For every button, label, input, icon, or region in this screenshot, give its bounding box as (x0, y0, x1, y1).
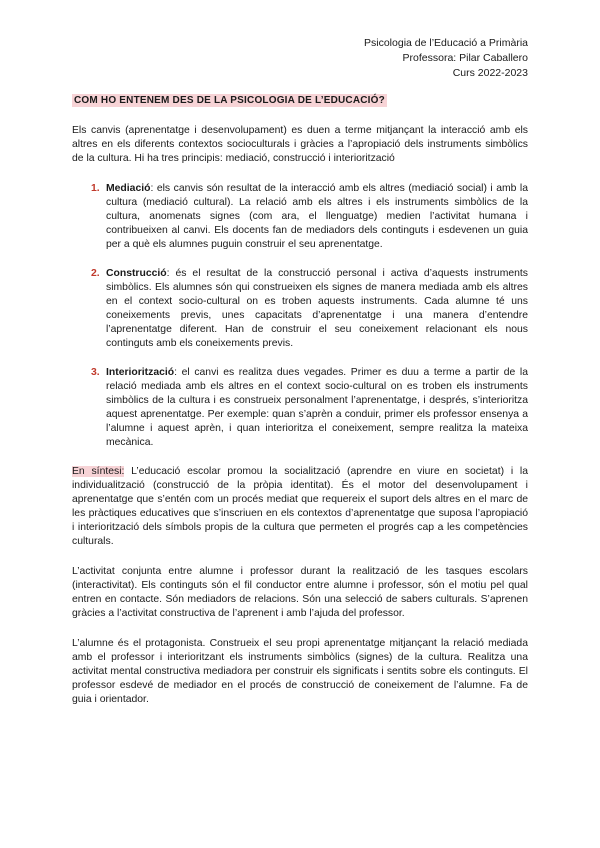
principle-term: Interiorització (106, 367, 175, 378)
principle-number: 3. (91, 367, 100, 378)
document-body (72, 124, 528, 723)
course-name: Psicologia de l’Educació a Primària (364, 37, 528, 49)
principle-number: 2. (91, 268, 100, 279)
principle-term: Construcció (106, 268, 167, 279)
synthesis-text: L’educació escolar promou la socialització (aprendre en viure en societat) i la individualització (construcció de la pròpia identitat). És el motor del desenvolupament i aprenentatge que s’entén com un procés mediat que requereix el suport dels altres en el marc de les pràctiques educatives que s’inscriuen en els contextos d’aprenentatge que suposa l’apropiació i interiorització dels símbols propis de la cultura que permeten el progrés cap a les competències culturals. (72, 466, 528, 547)
principle-text: : el canvi es realitza dues vegades. Primer es duu a terme a partir de la relació mediada amb els altres en el context socio-cultural on es troben els instruments simbòlics de la cultura i es construeix personalment l’aprenentatge, i després, s’interioritza aquest aprenentatge. Per exemple: quan s’aprèn a conduir, primer els professor ensenya a l’alumne i aquest aprèn, i quan interioritza el coneixement, sempre realitza la mateixa mecànica. (106, 367, 528, 448)
principle-item (72, 182, 528, 252)
student-paragraph: L’alumne és el protagonista. Construeix el seu propi aprenentatge mitjançant la relació mediada amb el professor i interioritzant els instruments simbòlics (signes) de la cultura. Realitza una activitat mental constructiva mediadora per construir els significats i sentits sobre els continguts. El professor esdevé de mediador en el procés de construcció de coneixement de l’alumne. Fa de guia i orientador. (72, 638, 528, 705)
professor-name: Professora: Pilar Caballero (402, 52, 528, 64)
principle-number: 1. (91, 183, 100, 194)
document-header (364, 36, 528, 81)
principle-item (72, 267, 528, 351)
principle-text: : els canvis són resultat de la interacció amb els altres (mediació social) i amb la cultura (mediació cultural). La relació amb els altres i els instruments simbòlics de la cultura, anomenats signes (com ara, el llenguatge) medien l’activitat humana i contribueixen al canvi. Els docents fan de mediadors dels continguts i esdevenen un guia per a què els alumnes puguin construir el seu aprenentatge. (106, 183, 528, 250)
section-title: COM HO ENTENEM DES DE LA PSICOLOGIA DE L’EDUCACIÓ? (74, 95, 385, 106)
principle-term: Mediació (106, 183, 151, 194)
principle-item (72, 366, 528, 450)
intro-paragraph: Els canvis (aprenentatge i desenvolupament) es duen a terme mitjançant la interacció amb els altres en els diferents contextos socioculturals i gràcies a l’apropiació dels instruments simbòlics de la cultura. Hi ha tres principis: mediació, construcció i interiorització (72, 125, 528, 164)
academic-year: Curs 2022-2023 (452, 67, 528, 79)
activity-paragraph: L’activitat conjunta entre alumne i professor durant la realització de les tasques escolars (interactivitat). Els continguts són el fil conductor entre alumne i professor, són el motiu pel qual entren en contacte. Són mediadors de relacions. Són una selecció de sabers culturals. S’aprenen gràcies a l’activitat constructiva de l’aprenent i amb l’ajuda del professor. (72, 566, 528, 619)
principles-list (72, 182, 528, 450)
principle-text: : és el resultat de la construcció personal i activa d’aquests instruments simbòlics. Els alumnes són qui construeixen els signes de manera mediada amb els altres en el context socio-cultural on es troben aquests instruments. Cada alumne té uns coneixements previs, unes capacitats d’aprenentatge i una manera d’entendre l’aprenentatge diferent. Han de construir el seu coneixement relacionant els nous continguts amb els coneixements previs. (106, 268, 528, 349)
synthesis-label: En síntesi: (72, 466, 125, 477)
synthesis-paragraph (72, 465, 528, 549)
